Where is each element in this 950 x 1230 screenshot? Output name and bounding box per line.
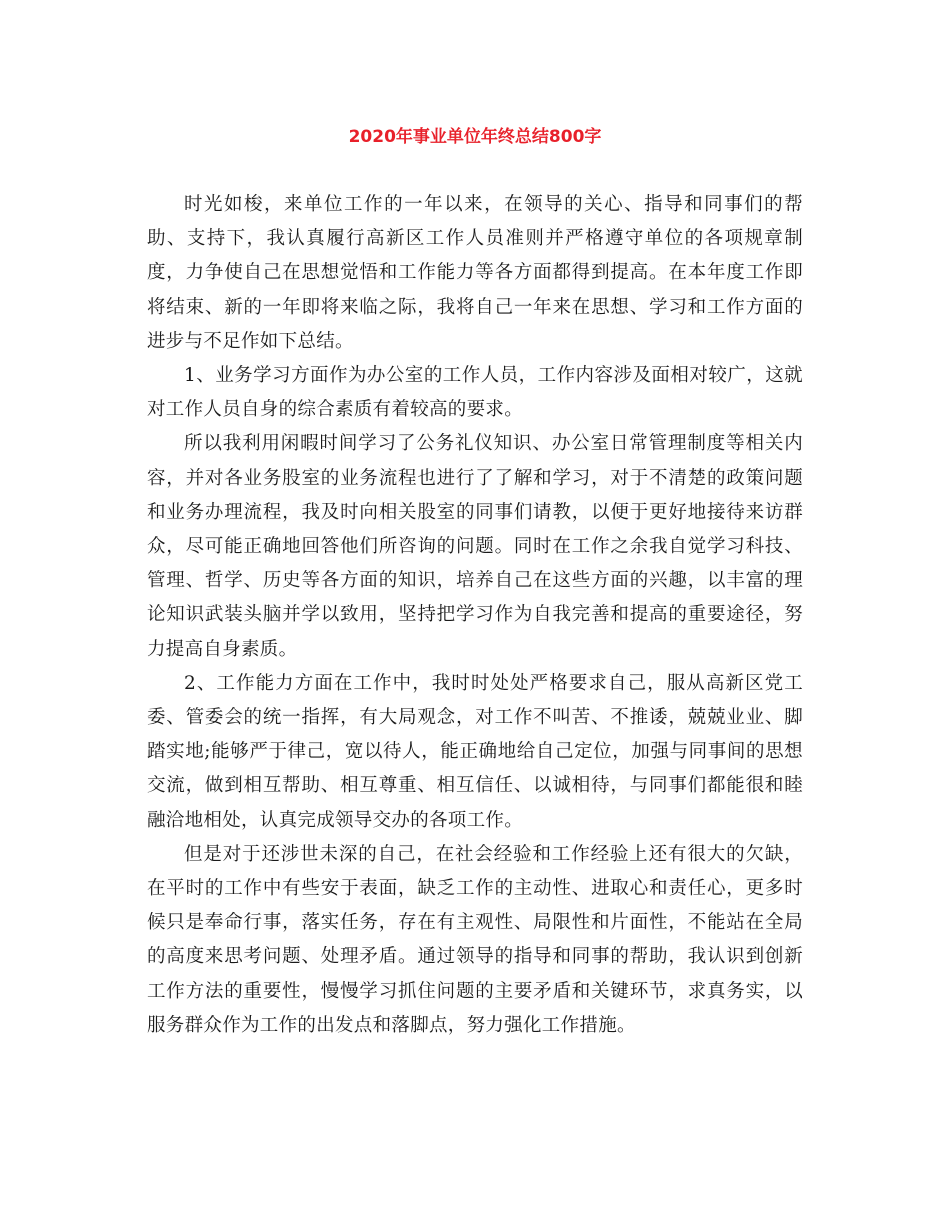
paragraph-study-heading: 1、业务学习方面作为办公室的工作人员，工作内容涉及面相对较广，这就对工作人员自身的综合素质有着较高的要求。 [147,365,803,421]
paragraph-intro: 时光如梭，来单位工作的一年以来，在领导的关心、指导和同事们的帮助、支持下，我认真履行高新区工作人员准则并严格遵守单位的各项规章制度，力争使自己在思想觉悟和工作能力等各方面都得到提高。在本年度工作即将结束、新的一年即将来临之际，我将自己一年来在思想、学习和工作方面的进步与不足作如下总结。 [147,194,803,352]
document-title: 2020年事业单位年终总结800字 [348,127,602,147]
paragraph-shortcomings: 但是对于还涉世未深的自己，在社会经验和工作经验上还有很大的欠缺，在平时的工作中有些安于表面，缺乏工作的主动性、进取心和责任心，更多时候只是奉命行事，落实任务，存在有主观性、局限性和片面性，不能站在全局的高度来思考问题、处理矛盾。通过领导的指导和同事的帮助，我认识到创新工作方法的重要性，慢慢学习抓住问题的主要矛盾和关键环节，求真务实，以服务群众作为工作的出发点和落脚点，努力强化工作措施。 [147,843,803,1036]
paragraph-ability: 2、工作能力方面在工作中，我时时处处严格要求自己，服从高新区党工委、管委会的统一指挥，有大局观念，对工作不叫苦、不推诿，兢兢业业、脚踏实地;能够严于律己，宽以待人，能正确地给自己定位，加强与同事间的思想交流，做到相互帮助、相互尊重、相互信任、以诚相待，与同事们都能很和睦融洽地相处，认真完成领导交办的各项工作。 [147,672,803,831]
document-body [147,188,803,1043]
paragraph-study-detail: 所以我利用闲暇时间学习了公务礼仪知识、办公室日常管理制度等相关内容，并对各业务股室的业务流程也进行了了解和学习，对于不清楚的政策问题和业务办理流程，我及时向相关股室的同事们请教，以便于更好地接待来访群众，尽可能正确地回答他们所咨询的问题。同时在工作之余我自觉学习科技、管理、哲学、历史等各方面的知识，培养自己在这些方面的兴趣，以丰富的理论知识武装头脑并学以致用，坚持把学习作为自我完善和提高的重要途径，努力提高自身素质。 [147,433,803,660]
